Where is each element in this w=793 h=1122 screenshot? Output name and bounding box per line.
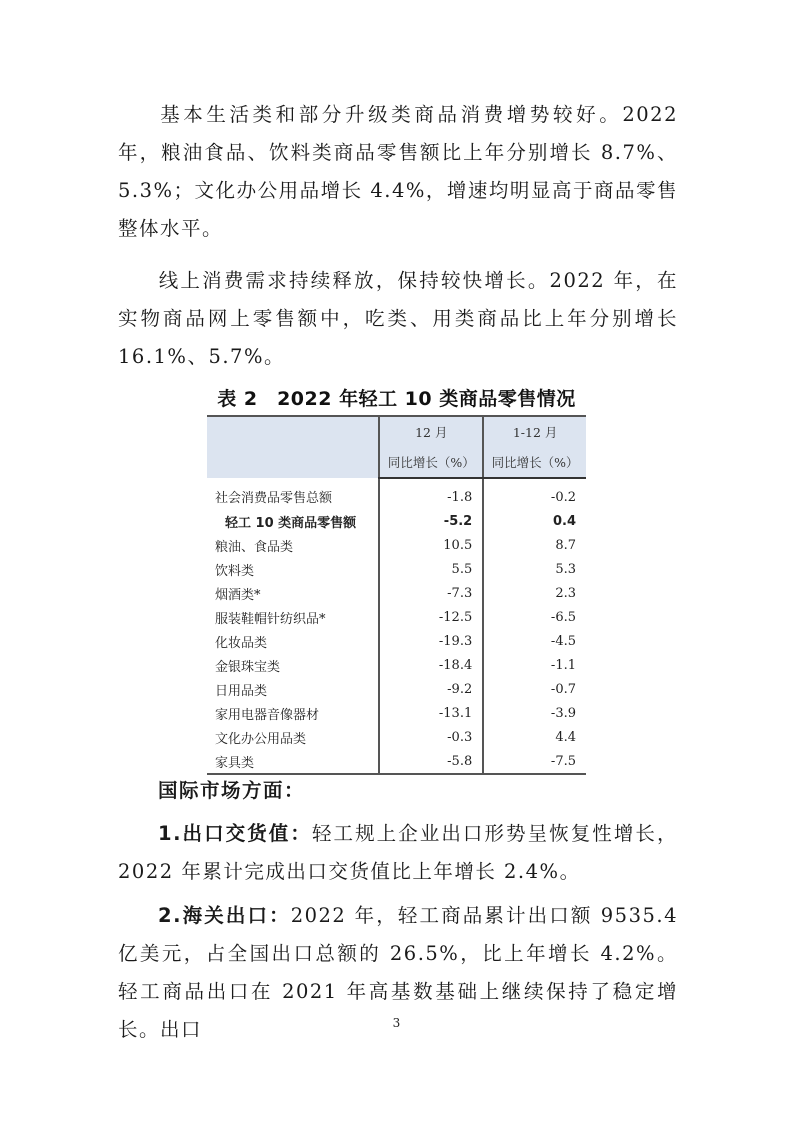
header-blank-cell [207,416,379,478]
header-period-ytd: 1-12 月 [483,416,586,447]
paragraph-text: 2022 年，轻工商品累计出口额 9535.4 亿美元，占全国出口总额的 26.5%，比上年增长 4.2%。轻工商品出口在 2021 年高基数基础上继续保持了稳定增长。出口 [118,904,678,1041]
paragraph-label: 1.出口交货值： [158,822,312,845]
page-number: 3 [392,1016,401,1030]
paragraph-online-consumption [118,262,678,376]
header-period-dec: 12 月 [379,416,483,447]
table-row: 服装鞋帽针纺织品* -12.5 -6.5 [207,605,586,629]
table-row: 金银珠宝类 -18.4 -1.1 [207,653,586,677]
table-row: 文化办公用品类 -0.3 4.4 [207,725,586,749]
paragraph-label: 2.海关出口： [158,904,291,927]
table-row-total: 轻工 10 类商品零售额 -5.2 0.4 [207,509,586,533]
table-row: 日用品类 -9.2 -0.7 [207,677,586,701]
table-title: 表 2 2022 年轻工 10 类商品零售情况 [217,388,576,410]
table-row: 家具类 -5.8 -7.5 [207,749,586,774]
table-row: 饮料类 5.5 5.3 [207,557,586,581]
paragraph-basic-consumption [118,96,678,248]
paragraph-text: 轻工规上企业出口形势呈恢复性增长，2022 年累计完成出口交货值比上年增长 2.4%。 [118,822,678,883]
table-row: 粮油、食品类 10.5 8.7 [207,533,586,557]
table-row: 烟酒类* -7.3 2.3 [207,581,586,605]
table-row: 化妆品类 -19.3 -4.5 [207,629,586,653]
table-row: 家用电器音像器材 -13.1 -3.9 [207,701,586,725]
paragraph-text: 线上消费需求持续释放，保持较快增长。2022 年，在实物商品网上零售额中，吃类、用类商品比上年分别增长 16.1%、5.7%。 [118,269,678,368]
section-heading-international: 国际市场方面： [158,779,306,802]
paragraph-text: 基本生活类和部分升级类商品消费增势较好。2022 年，粮油食品、饮料类商品零售额比上年分别增长 8.7%、5.3%；文化办公用品增长 4.4%，增速均明显高于商品零售整体水平。 [118,103,678,240]
table-row: 社会消费品零售总额 -1.8 -0.2 [207,478,586,509]
retail-table [207,415,586,775]
header-measure-ytd: 同比增长（%） [483,447,586,478]
paragraph-export-delivery [118,815,678,891]
header-measure-dec: 同比增长（%） [379,447,483,478]
